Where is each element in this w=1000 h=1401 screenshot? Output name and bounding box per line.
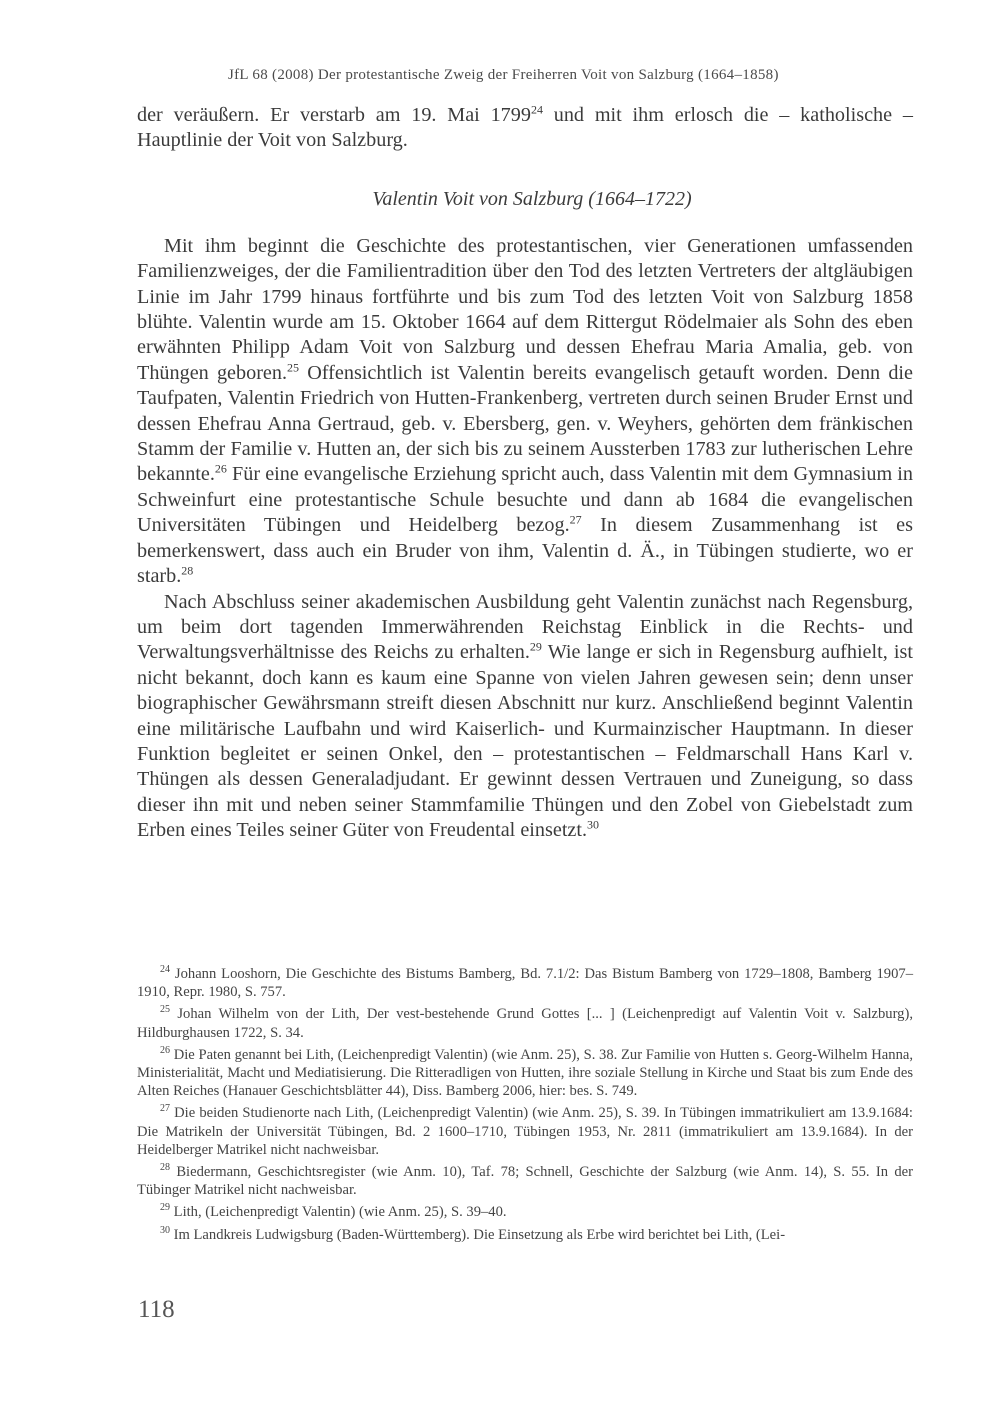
footnote: $^{30}$ Im Landkreis Ludwigsburg (Baden-Württemberg). Die Einsetzung als Erbe wird berichtet bei Lith, (Lei-	[160, 1224, 786, 1243]
footnote-number: 24	[160, 964, 170, 976]
paragraph-1: Mit ihm beginnt die Geschichte des protestantischen, vier Generationen umfassenden Familienzweiges, der die Familientradition über den Tod des letzten Vertreters der altgläubigen Linie im Jahr 1799 hinaus fortführte und bis zum Tod des letzten Voit von Salzburg 1858 blühte. Valentin wurde am 15. Oktober 1664 auf dem Rittergut Rödelmaier als Sohn des eben erwähnten Philipp Adam Voit von Salzburg und dessen Ehefrau Maria Amalia, geb. von Thüngen geboren.$^{25}$ Offensichtlich ist Valentin bereits evangelisch getauft worden. Denn die Taufpaten, Valentin Friedrich von Hutten-Frankenberg, vertreten durch seinen Bruder Ernst und dessen Ehefrau Anna Gertraud, geb. v. Ebersberg, gen. v. Weyhers, gehörten dem fränkischen Stamm der Familie v. Hutten an, der sich bis zu seinem Aussterben 1783 zur lutherischen Lehre bekannte.$^{26}$ Für eine evangelische Erziehung spricht auch, dass Valentin mit dem Gymnasium in Schweinfurt eine protestantische Schule besuchte und dann ab 1684 die evangelischen Universitäten Tübingen und Heidelberg bezog.$^{27}$ In diesem Zusammenhang ist es bemerkenswert, dass auch ein Bruder von ihm, Valentin d. Ä., in Tübingen studierte, wo er starb.$^{28}$	[137, 234, 913, 588]
section-heading: Valentin Voit von Salzburg (1664–1722)	[372, 187, 692, 210]
footnote: $^{28}$ Biedermann, Geschichtsregister (wie Anm. 10), Taf. 78; Schnell, Geschichte der Salzburg (wie Anm. 14), S. 55. In der Tübinger Matrikel nicht nachweisbar.	[137, 1162, 913, 1199]
paragraph-2: Nach Abschluss seiner akademischen Ausbildung geht Valentin zunächst nach Regensburg, um beim dort tagenden Immerwährenden Reichstag Einblick in die Rechts- und Verwaltungsverhältnisse des Reichs zu erhalten.$^{29}$ Wie lange er sich in Regensburg aufhielt, ist nicht bekannt, doch kann es kaum eine Spanne von vielen Jahren gewesen sein; denn unser biographischer Gewährsmann streift diesen Abschnitt nur kurz. Anschließend beginnt Valentin eine militärische Laufbahn und wird Kaiserlich- und Kurmainzischer Hauptmann. In dieser Funktion begleitet er seinen Onkel, den – protestantischen – Feldmarschall Hans Karl v. Thüngen als dessen Generaladjudant. Er gewinnt dessen Vertrauen und Zuneigung, so dass dieser ihn mit und neben seiner Stammfamilie Thüngen und den Zobel von Giebelstadt zum Erben eines Teiles seiner Güter von Freudental einsetzt.$^{30}$	[137, 590, 913, 842]
footnote: $^{29}$ Lith, (Leichenpredigt Valentin) (wie Anm. 25), S. 39–40.	[160, 1202, 507, 1221]
page-number: 118	[138, 1296, 175, 1323]
footnote-number: 29	[160, 1202, 170, 1214]
footnote: $^{27}$ Die beiden Studienorte nach Lith, (Leichenpredigt Valentin) (wie Anm. 25), S. 39. In Tübingen immatrikuliert am 13.9.1684: Die Matrikeln der Universität Tübingen, Bd. 2 1600–1710, Tübingen 1953, Nr. 2811 (immatrikuliert am 13.9.1684). In der Heidelberger Matrikel nicht nachweisbar.	[137, 1103, 913, 1158]
footnote-ref-24[interactable]: 24	[530, 102, 543, 117]
footnote: $^{26}$ Die Paten genannt bei Lith, (Leichenpredigt Valentin) (wie Anm. 25), S. 38. Zur Familie von Hutten s. Georg-Wilhelm Hanna, Ministerialität, Macht und Mediatisierung. Die Ritteradligen von Hutten, ihre soziale Stellung in Kirche und Staat bis zum Ende des Alten Reiches (Hanauer Geschichtsblätter 44), Diss. Bamberg 2006, hier: bes. S. 749.	[137, 1044, 914, 1100]
footnote-ref-29[interactable]: 29	[529, 639, 542, 654]
footnote-number: 26	[160, 1044, 170, 1056]
intro-paragraph: der veräußern. Er verstarb am 19. Mai 1799$^{24}$ und mit ihm erlosch die – katholische – Hauptlinie der Voit von Salzburg.	[137, 102, 913, 152]
footnote-ref-30[interactable]: 30	[587, 817, 600, 832]
footnote-ref-27[interactable]: 27	[569, 512, 582, 527]
footnote-number: 30	[160, 1224, 170, 1236]
footnote-ref-28[interactable]: 28	[181, 563, 194, 578]
footnote-number: 27	[160, 1103, 170, 1115]
running-head: JfL 68 (2008) Der protestantische Zweig der Freiherren Voit von Salzburg (1664–1858)	[228, 67, 779, 83]
footnote: $^{25}$ Johan Wilhelm von der Lith, Der vest-bestehende Grund Gottes [... ] (Leichenpredigt auf Valentin Voit v. Salzburg), Hildburghausen 1722, S. 34.	[137, 1004, 913, 1041]
footnotes	[137, 965, 913, 1248]
footnote: $^{24}$ Johann Looshorn, Die Geschichte des Bistums Bamberg, Bd. 7.1/2: Das Bistum Bamberg von 1729–1808, Bamberg 1907–1910, Repr. 1980, S. 757.	[137, 964, 913, 1001]
footnote-ref-26[interactable]: 26	[214, 461, 227, 476]
footnote-number: 28	[160, 1162, 170, 1174]
footnote-ref-25[interactable]: 25	[287, 360, 300, 375]
footnote-number: 25	[160, 1004, 170, 1016]
body-text	[137, 103, 913, 844]
